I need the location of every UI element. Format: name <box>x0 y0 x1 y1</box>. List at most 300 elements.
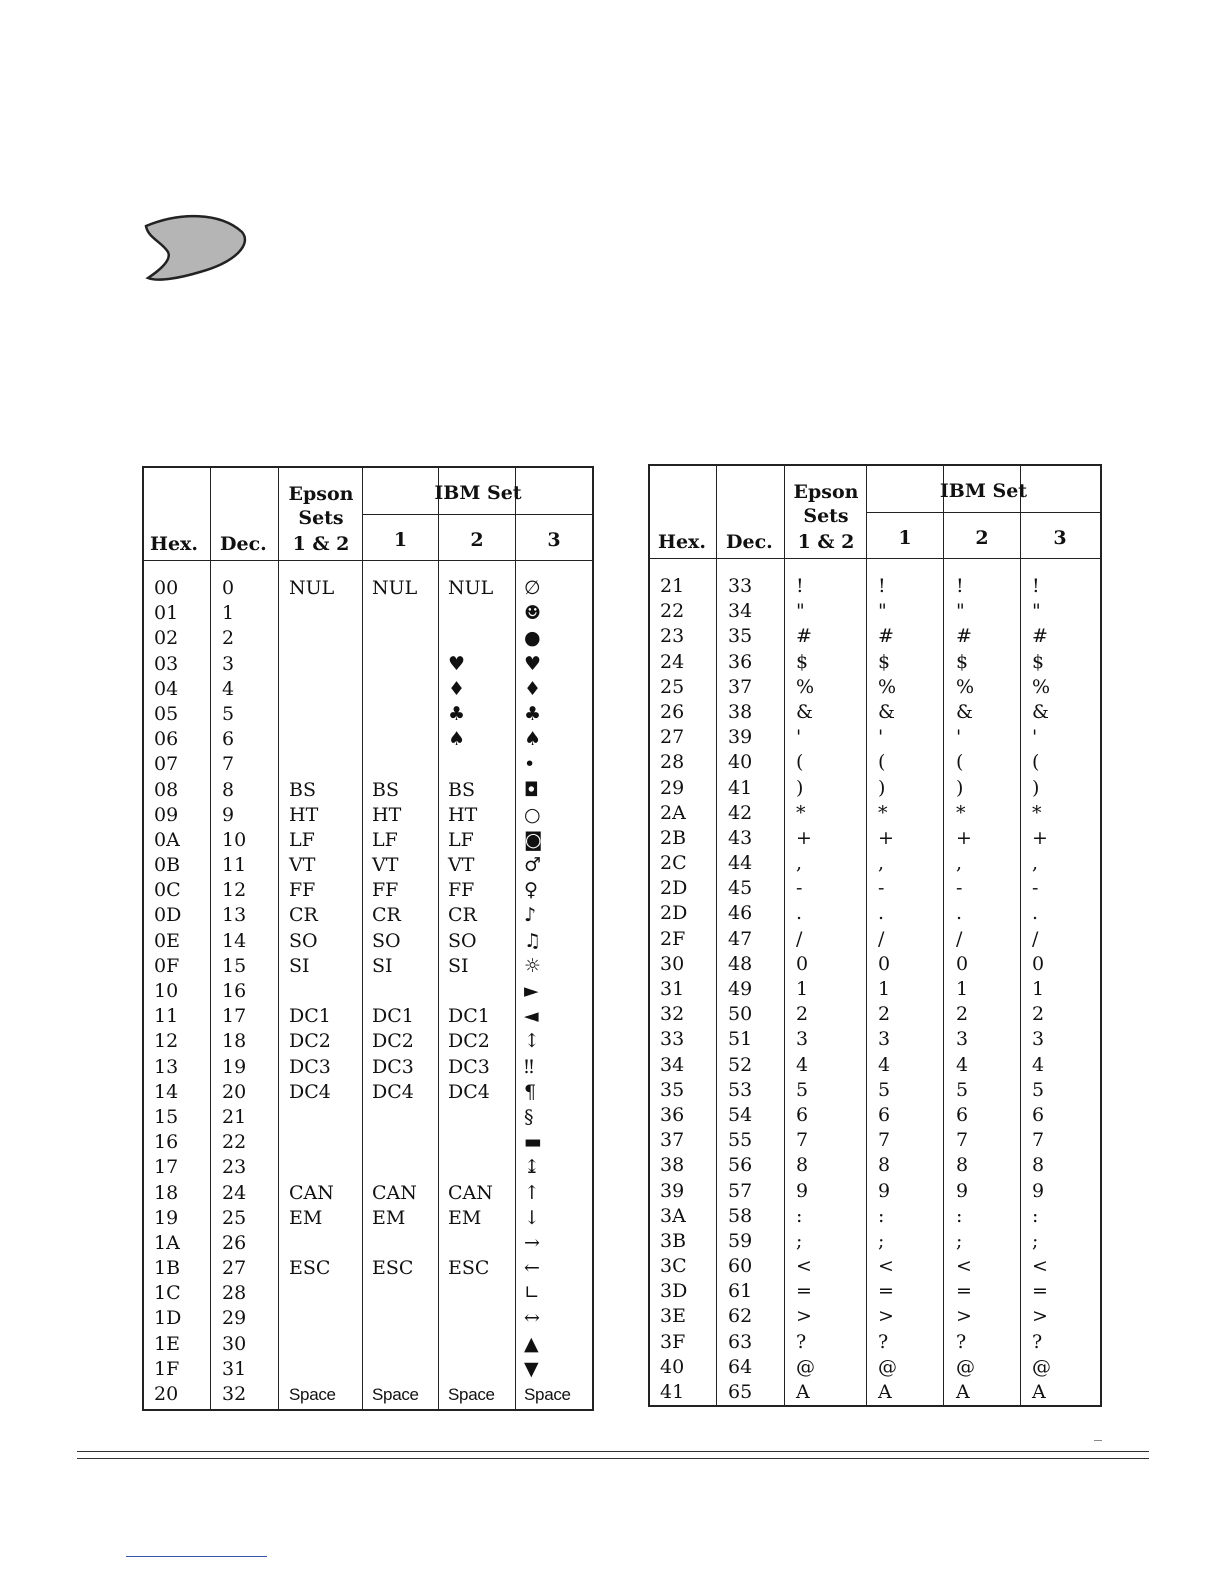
ibm3-cell: " <box>1032 600 1041 623</box>
hex-cell: 15 <box>154 1105 179 1128</box>
ibm1-cell: # <box>878 625 894 648</box>
epson-cell: : <box>796 1204 803 1227</box>
epson-cell: NUL <box>289 577 335 599</box>
ibm3-cell: ↕ <box>524 1030 540 1053</box>
ibm3-cell: ● <box>524 627 541 650</box>
header-epson-line1: Epson <box>288 483 354 505</box>
ibm1-cell: 0 <box>878 952 891 975</box>
epson-cell: EM <box>289 1206 323 1229</box>
ibm3-cell: ∅ <box>524 577 541 599</box>
ibm2-cell: DC3 <box>448 1055 490 1078</box>
ibm3-cell: ♠ <box>524 728 542 751</box>
table-row <box>650 923 1100 948</box>
hex-cell: 14 <box>154 1080 179 1103</box>
header-ibm-3: 3 <box>1053 527 1067 549</box>
dec-cell: 5 <box>222 702 235 725</box>
ibm1-cell: ' <box>878 726 884 749</box>
ibm3-cell: ◄ <box>524 1005 539 1028</box>
epson-cell: ? <box>796 1330 807 1353</box>
epson-cell: 6 <box>796 1103 809 1126</box>
dec-cell: 34 <box>728 600 753 623</box>
ibm3-cell: @ <box>1032 1355 1051 1378</box>
ibm3-cell: ¶ <box>524 1080 537 1103</box>
dec-cell: 35 <box>728 625 753 648</box>
table-row <box>144 572 592 597</box>
table-row <box>650 1200 1100 1225</box>
hex-cell: 00 <box>154 577 179 599</box>
epson-cell: > <box>796 1305 812 1328</box>
ibm3-cell: . <box>1032 902 1039 925</box>
table-row <box>650 1099 1100 1124</box>
ibm2-cell: ' <box>956 726 962 749</box>
ibm2-cell: 8 <box>956 1154 969 1177</box>
epson-cell: ' <box>796 726 802 749</box>
dec-cell: 42 <box>728 801 753 824</box>
table-row <box>650 772 1100 797</box>
ibm3-cell: 8 <box>1032 1154 1045 1177</box>
table-row <box>650 1124 1100 1152</box>
hex-cell: 07 <box>154 753 179 776</box>
character-table-left <box>142 466 594 1411</box>
epson-cell: CAN <box>289 1181 334 1204</box>
ibm2-cell: / <box>956 927 963 950</box>
ibm2-cell: % <box>956 675 975 698</box>
table-row <box>650 998 1100 1026</box>
dec-cell: 0 <box>222 577 235 599</box>
epson-cell: $ <box>796 650 809 673</box>
dec-cell: 55 <box>728 1129 753 1152</box>
ibm2-cell: DC2 <box>448 1030 490 1053</box>
ibm3-cell: • <box>524 753 536 776</box>
hex-cell: 3C <box>660 1255 687 1278</box>
epson-cell: - <box>796 877 803 900</box>
ibm1-cell: , <box>878 852 885 875</box>
ibm3-cell: 1 <box>1032 978 1045 1000</box>
ibm1-cell: ? <box>878 1330 889 1353</box>
table-row <box>144 824 592 849</box>
table-row <box>144 597 592 625</box>
ibm1-cell: / <box>878 927 885 950</box>
ibm1-cell: LF <box>372 828 398 851</box>
ibm3-cell: 7 <box>1032 1129 1045 1152</box>
dec-cell: 64 <box>728 1355 753 1378</box>
table-row <box>650 872 1100 900</box>
dec-cell: 16 <box>222 980 247 1002</box>
epson-cell: Space <box>289 1385 336 1404</box>
table-row <box>650 1326 1100 1351</box>
ibm3-cell: 3 <box>1032 1028 1045 1051</box>
ibm3-cell: ) <box>1032 776 1040 799</box>
dec-cell: 4 <box>222 677 235 700</box>
dec-cell: 41 <box>728 776 753 799</box>
dec-cell: 62 <box>728 1305 753 1328</box>
ibm1-cell: @ <box>878 1355 897 1378</box>
character-table-right <box>648 464 1102 1407</box>
ibm3-cell: * <box>1032 801 1042 824</box>
ibm2-cell: @ <box>956 1355 975 1378</box>
ibm1-cell: 3 <box>878 1028 891 1051</box>
hex-cell: 12 <box>154 1030 179 1053</box>
dec-cell: 27 <box>222 1257 247 1280</box>
epson-cell: , <box>796 852 803 875</box>
ibm2-cell: + <box>956 826 972 849</box>
hex-cell: 1F <box>154 1357 180 1380</box>
dec-cell: 28 <box>222 1282 247 1305</box>
hex-cell: 3B <box>660 1229 687 1252</box>
hex-cell: 33 <box>660 1028 685 1051</box>
dec-cell: 18 <box>222 1030 247 1053</box>
ibm2-cell: ESC <box>448 1257 490 1280</box>
table-row <box>650 646 1100 671</box>
ibm3-cell: ◙ <box>524 828 543 851</box>
ibm3-cell: & <box>1032 700 1049 723</box>
dec-cell: 54 <box>728 1103 753 1126</box>
dec-cell: 43 <box>728 826 753 849</box>
ibm2-cell: : <box>956 1204 963 1227</box>
ibm3-cell: ▬ <box>524 1131 542 1154</box>
ibm1-cell: DC4 <box>372 1080 414 1103</box>
ibm3-cell: - <box>1032 877 1039 900</box>
table-row <box>650 797 1100 822</box>
hex-cell: 03 <box>154 652 179 675</box>
dec-cell: 9 <box>222 803 235 826</box>
ibm2-cell: SO <box>448 929 477 952</box>
dec-cell: 38 <box>728 700 753 723</box>
footer-underline <box>126 1556 267 1557</box>
ibm2-cell: ; <box>956 1229 963 1252</box>
hex-cell: 2A <box>660 801 686 824</box>
table-row <box>650 1250 1100 1278</box>
table-row <box>144 1227 592 1252</box>
header-ibm-1: 1 <box>393 529 408 551</box>
ibm3-cell: ( <box>1032 751 1040 774</box>
ibm1-cell: 2 <box>878 1003 891 1026</box>
header-ibm-3: 3 <box>547 529 561 551</box>
dec-cell: 48 <box>728 952 753 975</box>
table-row <box>144 673 592 698</box>
dec-cell: 49 <box>728 978 753 1000</box>
table-row <box>144 799 592 824</box>
header-epson-line1: Epson <box>793 481 859 503</box>
hex-cell: 26 <box>660 700 685 723</box>
header-epson-line3: 1 & 2 <box>292 533 350 555</box>
hex-cell: 0C <box>154 879 181 902</box>
dec-cell: 65 <box>728 1381 753 1403</box>
hex-cell: 1B <box>154 1257 181 1280</box>
ibm1-cell: & <box>878 700 895 723</box>
ibm1-cell: Space <box>372 1385 419 1404</box>
table-row <box>144 1302 592 1330</box>
ibm3-cell: 9 <box>1032 1179 1045 1202</box>
epson-cell: " <box>796 600 805 623</box>
dec-cell: 50 <box>728 1003 753 1026</box>
ibm1-cell: ( <box>878 751 886 774</box>
epson-cell: ESC <box>289 1257 331 1280</box>
epson-cell: ( <box>796 751 804 774</box>
ibm3-cell: , <box>1032 852 1039 875</box>
dec-cell: 31 <box>222 1357 247 1380</box>
ibm1-cell: 6 <box>878 1103 891 1126</box>
table-row <box>144 1151 592 1179</box>
dec-cell: 26 <box>222 1231 247 1254</box>
ibm3-cell: ▼ <box>524 1357 539 1380</box>
ibm3-cell: ' <box>1032 726 1038 749</box>
ibm1-cell: 1 <box>878 978 891 1000</box>
hex-cell: 2D <box>660 902 688 925</box>
table-row <box>144 874 592 902</box>
ibm3-cell: < <box>1032 1255 1048 1278</box>
table-row <box>144 1101 592 1126</box>
hex-cell: 0E <box>154 929 180 952</box>
dec-cell: 2 <box>222 627 235 650</box>
dec-cell: 3 <box>222 652 235 675</box>
epson-cell: 2 <box>796 1003 809 1026</box>
ibm1-cell: = <box>878 1280 894 1303</box>
ibm3-cell: = <box>1032 1280 1048 1303</box>
epson-cell: A <box>796 1381 810 1403</box>
hex-cell: 2F <box>660 927 686 950</box>
ibm2-cell: ) <box>956 776 964 799</box>
dec-cell: 10 <box>222 828 247 851</box>
ibm2-cell: ♠ <box>448 728 466 751</box>
ibm3-cell: + <box>1032 826 1048 849</box>
ibm1-cell: > <box>878 1305 894 1328</box>
hex-cell: 11 <box>154 1005 179 1028</box>
table-row <box>650 746 1100 774</box>
ibm3-cell: ▲ <box>524 1332 539 1355</box>
dec-cell: 15 <box>222 954 247 977</box>
ibm2-cell: 6 <box>956 1103 969 1126</box>
dec-cell: 17 <box>222 1005 247 1028</box>
hex-cell: 37 <box>660 1129 685 1152</box>
dec-cell: 57 <box>728 1179 753 1202</box>
hex-cell: 05 <box>154 702 179 725</box>
ibm3-cell: A <box>1032 1381 1046 1403</box>
ibm1-cell: EM <box>372 1206 406 1229</box>
hex-cell: 0A <box>154 828 180 851</box>
header-epson-line2: Sets <box>803 505 849 527</box>
ibm2-cell: > <box>956 1305 972 1328</box>
table-row <box>650 1175 1100 1200</box>
ibm2-cell: # <box>956 625 972 648</box>
epson-cell: 9 <box>796 1179 809 1202</box>
header-hex: Hex. <box>658 531 706 553</box>
ibm3-cell: ! <box>1032 575 1040 597</box>
epson-cell: 0 <box>796 952 809 975</box>
ibm3-cell: ♪ <box>524 904 537 927</box>
hex-cell: 30 <box>660 952 685 975</box>
dec-cell: 29 <box>222 1307 247 1330</box>
ibm2-cell: NUL <box>448 577 494 599</box>
epson-cell: ; <box>796 1229 803 1252</box>
header-ibm-2: 2 <box>975 527 989 549</box>
ibm2-cell: Space <box>448 1385 495 1404</box>
hex-cell: 01 <box>154 602 179 625</box>
hex-cell: 22 <box>660 600 685 623</box>
table-row <box>650 671 1100 696</box>
hex-cell: 24 <box>660 650 685 673</box>
hex-cell: 28 <box>660 751 685 774</box>
hex-cell: 09 <box>154 803 179 826</box>
ibm2-cell: 0 <box>956 952 969 975</box>
ibm3-cell: ‼ <box>524 1055 535 1078</box>
epson-cell: & <box>796 700 813 723</box>
ibm2-cell: SI <box>448 954 469 977</box>
ibm3-cell: 0 <box>1032 952 1045 975</box>
table-row <box>650 948 1100 973</box>
ibm2-cell: " <box>956 600 965 623</box>
dec-cell: 24 <box>222 1181 247 1204</box>
ibm3-cell: ♫ <box>524 929 542 952</box>
hex-cell: 21 <box>660 575 685 597</box>
table-row <box>650 1023 1100 1051</box>
ibm2-cell: BS <box>448 778 475 801</box>
footer-rule-bottom <box>77 1458 1149 1459</box>
epson-cell: < <box>796 1255 812 1278</box>
ibm2-cell: EM <box>448 1206 482 1229</box>
ibm2-cell: = <box>956 1280 972 1303</box>
ibm1-cell: SO <box>372 929 401 952</box>
hex-cell: 13 <box>154 1055 179 1078</box>
table-row <box>650 1351 1100 1376</box>
ibm3-cell: ♀ <box>524 879 538 902</box>
dec-cell: 52 <box>728 1053 753 1076</box>
ibm3-cell: > <box>1032 1305 1048 1328</box>
ibm1-cell: 4 <box>878 1053 891 1076</box>
header-ibm-set: IBM Set <box>939 480 1028 502</box>
hex-cell: 38 <box>660 1154 685 1177</box>
header-dec: Dec. <box>220 533 267 555</box>
dec-cell: 14 <box>222 929 247 952</box>
table-row <box>650 822 1100 847</box>
hex-cell: 3F <box>660 1330 686 1353</box>
header-dec: Dec. <box>726 531 773 553</box>
table-row <box>144 950 592 975</box>
ibm2-cell: 3 <box>956 1028 969 1051</box>
dec-cell: 22 <box>222 1131 247 1154</box>
dec-cell: 37 <box>728 675 753 698</box>
ibm3-cell: 4 <box>1032 1053 1045 1076</box>
epson-cell: @ <box>796 1355 815 1378</box>
table-row <box>144 698 592 723</box>
dec-cell: 30 <box>222 1332 247 1355</box>
ibm2-cell: ? <box>956 1330 967 1353</box>
dec-cell: 60 <box>728 1255 753 1278</box>
hex-cell: 3D <box>660 1280 688 1303</box>
ibm3-cell: ○ <box>524 803 541 826</box>
epson-cell: * <box>796 801 806 824</box>
ibm1-cell: 5 <box>878 1078 891 1101</box>
table-row <box>144 849 592 877</box>
epson-cell: 3 <box>796 1028 809 1051</box>
dec-cell: 63 <box>728 1330 753 1353</box>
ibm2-cell: DC1 <box>448 1005 490 1028</box>
ibm3-cell: 2 <box>1032 1003 1045 1026</box>
table-row <box>650 570 1100 595</box>
ibm2-cell: A <box>956 1381 970 1403</box>
dec-cell: 56 <box>728 1154 753 1177</box>
ibm1-cell: ESC <box>372 1257 414 1280</box>
ibm3-cell: ♥ <box>524 652 542 675</box>
table-row <box>144 1025 592 1053</box>
ibm1-cell: : <box>878 1204 885 1227</box>
table-row <box>650 696 1100 721</box>
ibm3-cell: ← <box>524 1257 540 1280</box>
dec-cell: 36 <box>728 650 753 673</box>
dec-cell: 13 <box>222 904 247 927</box>
ibm1-cell: * <box>878 801 888 824</box>
header-epson-line3: 1 & 2 <box>797 531 855 553</box>
epson-cell: SO <box>289 929 318 952</box>
ibm1-cell: DC2 <box>372 1030 414 1053</box>
dec-cell: 8 <box>222 778 235 801</box>
epson-cell: DC2 <box>289 1030 331 1053</box>
ibm2-cell: ♦ <box>448 677 466 700</box>
table-row <box>650 1074 1100 1099</box>
epson-cell: LF <box>289 828 315 851</box>
dec-cell: 32 <box>222 1383 247 1405</box>
table-row <box>144 648 592 673</box>
ibm2-cell: CAN <box>448 1181 493 1204</box>
table-row <box>144 925 592 950</box>
dec-cell: 53 <box>728 1078 753 1101</box>
hex-cell: 1A <box>154 1231 180 1254</box>
ibm2-cell: , <box>956 852 963 875</box>
dec-cell: 44 <box>728 852 753 875</box>
ibm2-cell: VT <box>448 854 475 877</box>
table-row <box>144 1328 592 1353</box>
ibm1-cell: 8 <box>878 1154 891 1177</box>
hex-cell: 04 <box>154 677 179 700</box>
ibm2-cell: 5 <box>956 1078 969 1101</box>
hex-cell: 18 <box>154 1181 179 1204</box>
epson-cell: 7 <box>796 1129 809 1152</box>
dec-cell: 21 <box>222 1105 247 1128</box>
table-row <box>650 1275 1100 1303</box>
ibm1-cell: DC1 <box>372 1005 414 1028</box>
hex-cell: 40 <box>660 1355 685 1378</box>
epson-cell: 8 <box>796 1154 809 1177</box>
epson-cell: 5 <box>796 1078 809 1101</box>
header-hex: Hex. <box>150 533 198 555</box>
hex-cell: 17 <box>154 1156 179 1179</box>
epson-cell: # <box>796 625 812 648</box>
ibm1-cell: - <box>878 877 885 900</box>
header-ibm-2: 2 <box>470 529 484 551</box>
table-row <box>650 1300 1100 1328</box>
table-row <box>144 975 592 1000</box>
hex-cell: 27 <box>660 726 685 749</box>
ibm3-cell: ↨ <box>524 1156 540 1179</box>
dec-cell: 39 <box>728 726 753 749</box>
dec-cell: 20 <box>222 1080 247 1103</box>
dec-cell: 33 <box>728 575 753 597</box>
epson-cell: DC1 <box>289 1005 331 1028</box>
hex-cell: 34 <box>660 1053 685 1076</box>
table-row <box>650 721 1100 749</box>
table-body-right <box>650 570 1100 1401</box>
ibm3-cell: § <box>524 1105 534 1128</box>
hex-cell: 02 <box>154 627 179 650</box>
hex-cell: 23 <box>660 625 685 648</box>
ibm2-cell: 4 <box>956 1053 969 1076</box>
hex-cell: 0F <box>154 954 180 977</box>
ibm3-cell: ↑ <box>524 1181 540 1204</box>
ibm1-cell: BS <box>372 778 399 801</box>
table-row <box>650 1225 1100 1250</box>
ibm2-cell: ! <box>956 575 964 597</box>
ibm3-cell: # <box>1032 625 1048 648</box>
